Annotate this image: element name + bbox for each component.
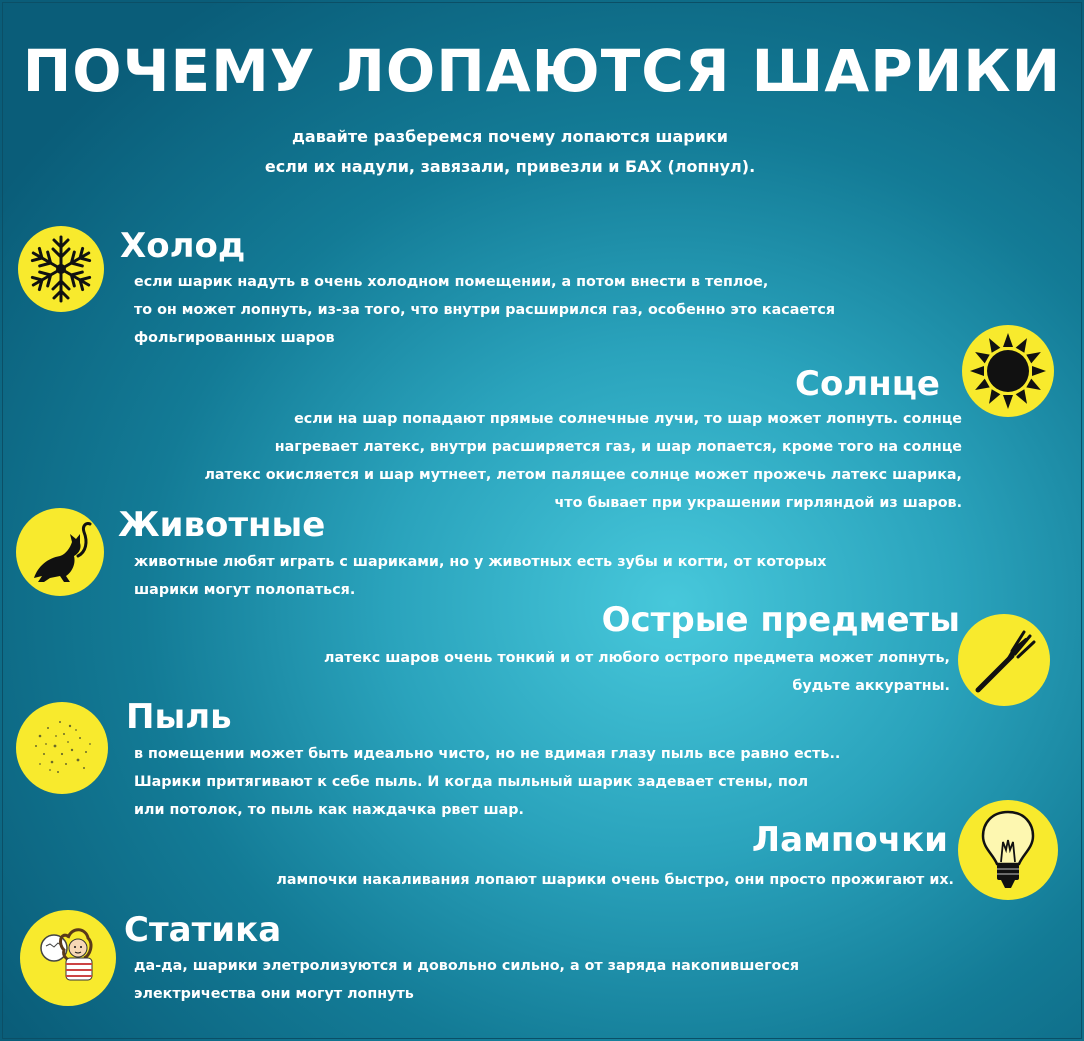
- text-line: фольгированных шаров: [134, 330, 335, 346]
- text-line: электричества они могут лопнуть: [134, 986, 414, 1002]
- text-line: да-да, шарики элетролизуются и довольно сильно, а от заряда накопившегося: [134, 958, 800, 974]
- text-line: если на шар попадают прямые солнечные лучи, то шар может лопнуть. солнце: [294, 411, 962, 427]
- section-text-sun: [20, 405, 962, 517]
- text-line: будьте аккуратны.: [792, 678, 950, 694]
- text-line: лампочки накаливания лопают шарики очень быстро, они просто прожигают их.: [276, 872, 954, 888]
- section-text-static: [134, 952, 799, 1008]
- lightbulb-icon: [973, 806, 1043, 894]
- animals-badge: [16, 508, 104, 596]
- text-line: латекс шаров очень тонкий и от любого острого предмета может лопнуть,: [323, 650, 950, 666]
- text-line: Шарики притягивают к себе пыль. И когда пыльный шарик задевает стены, пол: [134, 774, 809, 790]
- section-heading-sun: Солнце: [795, 364, 940, 404]
- text-line: если шарик надуть в очень холодном помещении, а потом внести в теплое,: [134, 274, 769, 290]
- subtitle-line: давайте разберемся почему лопаются шарики: [291, 127, 729, 146]
- section-text-animals: [134, 548, 827, 604]
- section-heading-sharp: Острые предметы: [601, 600, 960, 640]
- section-heading-dust: Пыль: [126, 697, 232, 737]
- text-line: что бывает при украшении гирляндой из шаров.: [554, 495, 962, 511]
- text-line: латекс окисляется и шар мутнеет, летом палящее солнце может прожечь латекс шарика,: [204, 467, 962, 483]
- section-text-dust: [134, 740, 840, 824]
- text-line: животные любят играть с шариками, но у животных есть зубы и когти, от которых: [134, 554, 827, 570]
- section-heading-animals: Животные: [118, 505, 326, 545]
- section-text-cold: [134, 268, 835, 352]
- sun-icon: [967, 330, 1049, 412]
- dust-badge: [16, 702, 108, 794]
- section-heading-static: Статика: [124, 910, 282, 950]
- snowflake-icon: [24, 232, 98, 306]
- text-line: или потолок, то пыль как наждачка рвет шар.: [134, 802, 524, 818]
- text-line: шарики могут полопаться.: [134, 582, 356, 598]
- cat-icon: [20, 512, 100, 592]
- text-line: в помещении может быть идеально чисто, но не вдимая глазу пыль все равно есть..: [134, 746, 841, 762]
- section-text-sharp: [140, 644, 950, 700]
- text-line: то он может лопнуть, из-за того, что внутри расширился газ, особенно это касается: [134, 302, 835, 318]
- fork-icon: [964, 620, 1044, 700]
- static-badge: [20, 910, 116, 1006]
- cold-badge: [18, 226, 104, 312]
- subtitle-line: если их надули, завязали, привезли и БАХ (лопнул).: [264, 157, 756, 176]
- sun-badge: [962, 325, 1054, 417]
- static-hair-icon: [24, 914, 112, 1002]
- dust-icon: [20, 706, 104, 790]
- section-text-bulbs: [60, 866, 954, 894]
- bulbs-badge: [958, 800, 1058, 900]
- text-line: нагревает латекс, внутри расширяется газ, и шар лопается, кроме того на солнце: [274, 439, 962, 455]
- section-heading-cold: Холод: [120, 226, 246, 266]
- section-heading-bulbs: Лампочки: [751, 820, 948, 860]
- page-title: ПОЧЕМУ ЛОПАЮТСЯ ШАРИКИ: [22, 37, 1062, 105]
- subtitle: [120, 122, 900, 182]
- sharp-objects-badge: [958, 614, 1050, 706]
